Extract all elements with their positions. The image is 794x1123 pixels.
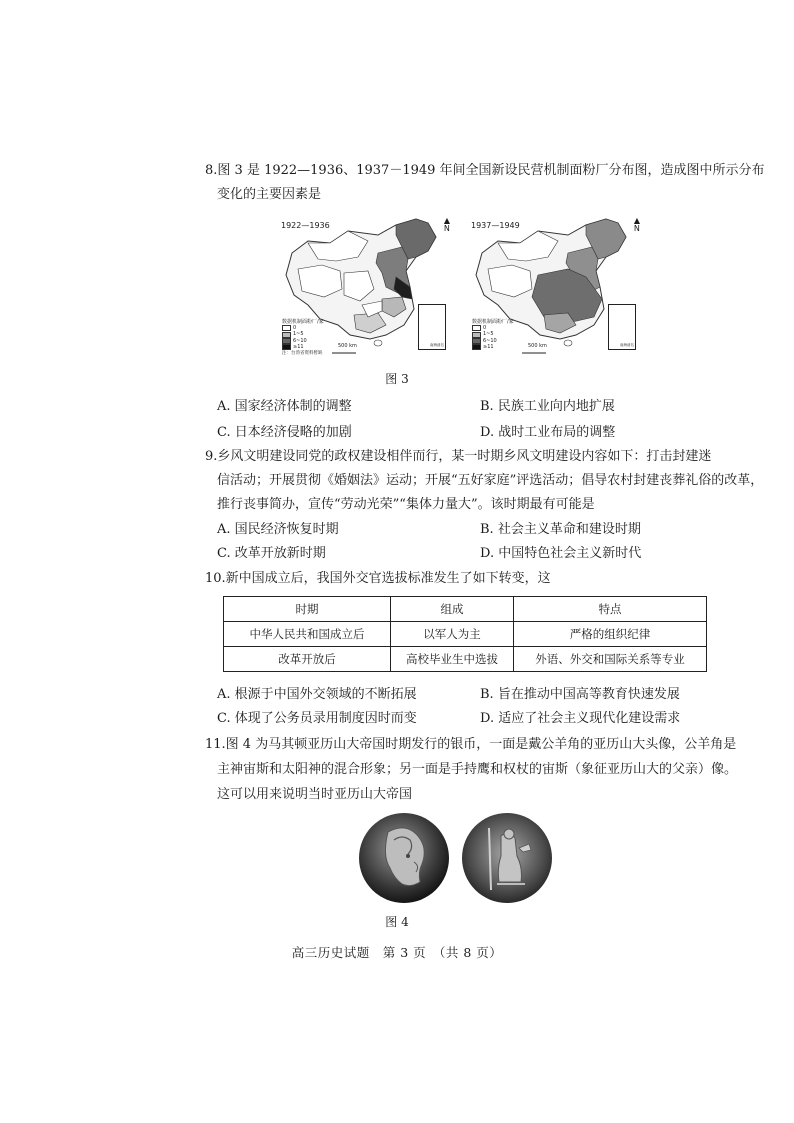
inset-label: 南海诸岛 (430, 343, 444, 347)
q10-table (223, 596, 707, 672)
table-cell: 高校毕业生中选拔 (391, 647, 514, 672)
figure-4-caption: 图 4 (385, 915, 409, 929)
inset-label: 南海诸岛 (620, 343, 634, 347)
map-left-title: 1922—1936 (281, 221, 330, 230)
scale-label: 500 km (338, 343, 357, 349)
legend-swatch (472, 325, 481, 331)
coin-obverse-image (358, 812, 450, 904)
q10-stem-line1: 10.新中国成立后，我国外交官选拔标准发生了如下转变，这 (205, 571, 551, 586)
q9-option-a[interactable]: A. 国民经济恢复时期 (217, 522, 339, 537)
table-cell: 严格的组织纪律 (514, 622, 707, 647)
q8-option-d[interactable]: D. 战时工业布局的调整 (480, 425, 616, 440)
q9-stem-line2: 信活动；开展贯彻《婚姻法》运动；开展“五好家庭”评选活动；倡导农村封建丧葬礼俗的改革， (217, 473, 764, 488)
table-header-cell: 时期 (224, 597, 391, 622)
map-1922-1936 (278, 213, 458, 358)
legend-swatch (282, 325, 291, 331)
scale-label: 500 km (528, 343, 547, 349)
figure-3-caption: 图 3 (385, 372, 409, 386)
q9-stem-line3: 推行丧事简办，宣传“劳动光荣”“集体力量大”。该时期最有可能是 (217, 497, 595, 512)
table-cell: 改革开放后 (224, 647, 391, 672)
q9-stem-line1: 9.乡风文明建设同党的政权建设相伴而行，某一时期乡风文明建设内容如下：打击封建迷 (205, 449, 712, 464)
legend-label: 1~5 (293, 331, 304, 338)
south-china-sea-inset (608, 304, 636, 350)
q10-option-d[interactable]: D. 适应了社会主义现代化建设需求 (480, 711, 681, 726)
legend-label: 0 (483, 325, 487, 332)
legend-label: 6~10 (293, 337, 307, 344)
q8-stem-line2: 变化的主要因素是 (217, 187, 322, 202)
legend-title: 数据机制面粉厂/家 (472, 319, 514, 325)
legend-swatch (472, 338, 481, 344)
legend-swatch (472, 344, 481, 350)
coin-alexander-head (358, 812, 450, 904)
q8-stem-line1: 8.图 3 是 1922—1936、1937－1949 年间全国新设民营机制面粉厂分布图，造成图中所示分布 (205, 163, 765, 178)
north-arrow-icon: ▲ N (633, 216, 640, 233)
map-legend (282, 319, 324, 350)
q11-stem-line1: 11.图 4 为马其顿亚历山大帝国时期发行的银币，一面是戴公羊角的亚历山大头像，公羊角是 (205, 737, 737, 752)
table-header-cell: 特点 (514, 597, 707, 622)
q8-option-a[interactable]: A. 国家经济体制的调整 (217, 399, 352, 414)
north-label: N (633, 224, 640, 233)
q10-option-c[interactable]: C. 体现了公务员录用制度因时而变 (217, 711, 417, 726)
table-cell: 以军人为主 (391, 622, 514, 647)
south-china-sea-inset (418, 304, 446, 350)
legend-title: 数据机制面粉厂/家 (282, 319, 324, 325)
legend-label: 1~5 (483, 331, 494, 338)
legend-label: ≥11 (483, 343, 494, 350)
table-row (224, 647, 707, 672)
table-header-row (224, 597, 707, 622)
table-row (224, 622, 707, 647)
legend-label: 6~10 (483, 337, 497, 344)
table-cell: 中华人民共和国成立后 (224, 622, 391, 647)
north-label: N (443, 224, 450, 233)
map-note: 注：台湾省资料暂缺 (282, 351, 323, 356)
q10-option-a[interactable]: A. 根源于中国外交领域的不断拓展 (217, 687, 417, 702)
legend-label: 0 (293, 325, 297, 332)
page-footer: 高三历史试题 第 3 页 （共 8 页） (291, 945, 503, 960)
coin-reverse-image (461, 812, 553, 904)
legend-swatch (282, 338, 291, 344)
coin-zeus-seated (461, 812, 553, 904)
q9-option-c[interactable]: C. 改革开放新时期 (217, 546, 326, 561)
legend-swatch (282, 332, 291, 338)
legend-row (472, 344, 514, 350)
q11-stem-line2: 主神宙斯和太阳神的混合形象；另一面是手持鹰和权杖的宙斯（象征亚历山大的父亲）像。 (217, 762, 738, 777)
legend-swatch (282, 344, 291, 350)
q10-option-b[interactable]: B. 旨在推动中国高等教育快速发展 (480, 687, 680, 702)
map-legend (472, 319, 514, 350)
q11-stem-line3: 这可以用来说明当时亚历山大帝国 (217, 787, 413, 802)
table-cell: 外语、外交和国际关系等专业 (514, 647, 707, 672)
q9-option-d[interactable]: D. 中国特色社会主义新时代 (480, 546, 642, 561)
q8-option-b[interactable]: B. 民族工业向内地扩展 (480, 399, 615, 414)
legend-label: ≥11 (293, 343, 304, 350)
map-1937-1949 (468, 213, 648, 358)
table-header-cell: 组成 (391, 597, 514, 622)
north-arrow-icon: ▲ N (443, 216, 450, 233)
q9-option-b[interactable]: B. 社会主义革命和建设时期 (480, 522, 641, 537)
legend-swatch (472, 332, 481, 338)
q8-option-c[interactable]: C. 日本经济侵略的加剧 (217, 425, 352, 440)
map-right-title: 1937—1949 (471, 221, 520, 230)
